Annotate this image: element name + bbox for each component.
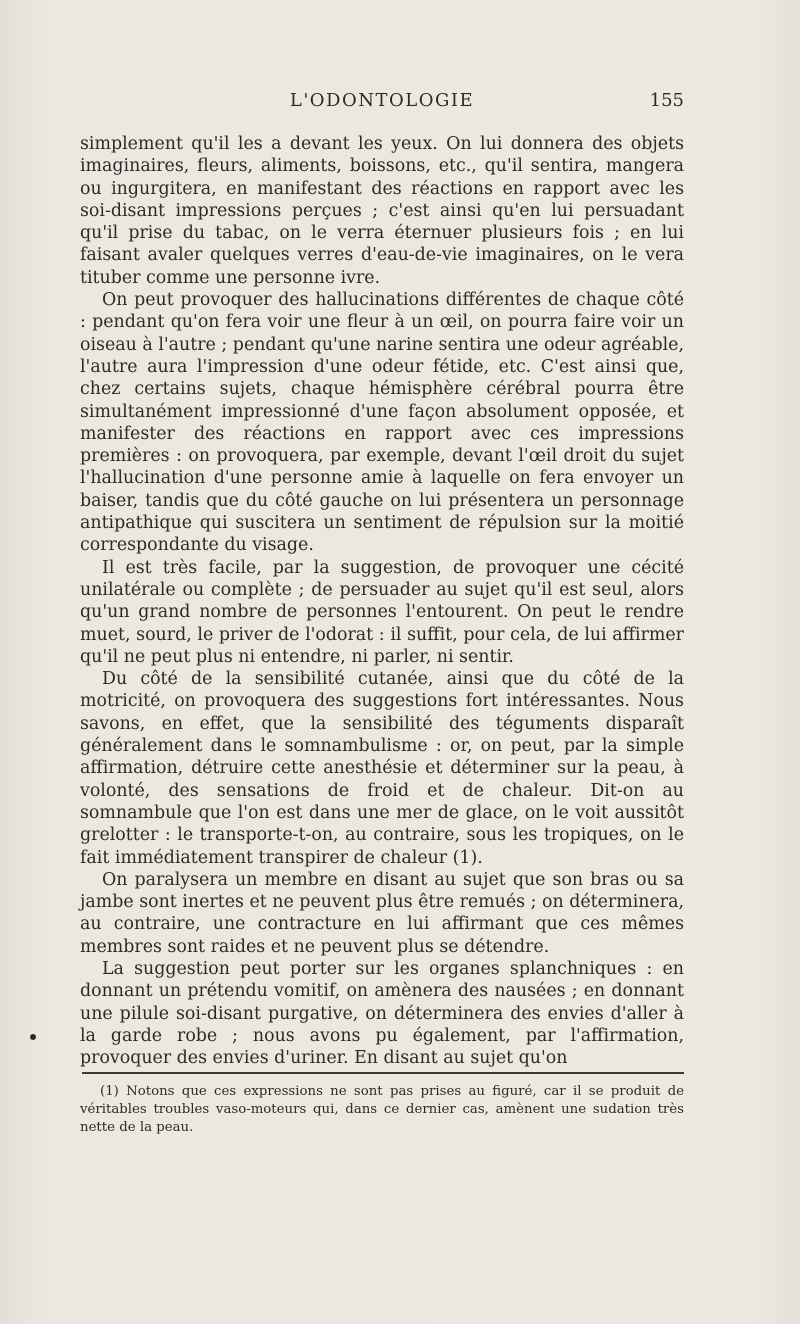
paragraph-4: Du côté de la sensibilité cutanée, ainsi que du côté de la motricité, on provoquera des suggestions fort intéressantes. Nous savons, en effet, que la sensibilité des téguments disparaît généralement dans le somnambulisme : or, on peut, par la simple affirmation, détruire cette anesthésie et déterminer sur la peau, à volonté, des sensations de froid et de chaleur. Dit-on au somnambule que l'on est dans une mer de glace, on le voit aussitôt grelotter : le transporte-t-on, au contraire, sous les tropiques, on le fait immédiatement transpirer de chaleur (1). — [80, 669, 684, 868]
paragraph-5: On paralysera un membre en disant au sujet que son bras ou sa jambe sont inertes et ne peuvent plus être remués ; on déterminera, au contraire, une contracture en lui affirmant que ces mêmes membres sont raides et ne peuvent plus se détendre. — [80, 869, 684, 957]
margin-ink-dot — [30, 1034, 36, 1040]
page-header — [80, 90, 684, 118]
paragraph-6: La suggestion peut porter sur les organes splanchniques : en donnant un prétendu vomitif, on amènera des nausées ; en donnant une pilule soi-disant purgative, on déterminera des envies d'aller à la garde robe ; nous avons pu également, par l'affirmation, provoquer des envies d'uriner. En disant au sujet qu'on — [80, 958, 684, 1069]
body-text — [80, 133, 684, 1069]
page-number: 155 — [649, 90, 684, 111]
footnote — [80, 1083, 684, 1137]
paragraph-1: simplement qu'il les a devant les yeux. On lui donnera des objets imaginaires, fleurs, aliments, boissons, etc., qu'il sentira, mangera ou ingurgitera, en manifestant des réactions en rapport avec les soi-disant impressions perçues ; c'est ainsi qu'en lui persuadant qu'il prise du tabac, on le verra éternuer plusieurs fois ; en lui faisant avaler quelques verres d'eau-de-vie imaginaires, on le vera tituber comme une personne ivre. — [80, 134, 684, 288]
paragraph-2: On peut provoquer des hallucinations différentes de chaque côté : pendant qu'on fera voir une fleur à un œil, on pourra faire voir un oiseau à l'autre ; pendant qu'une narine sentira une odeur agréable, l'autre aura l'impression d'une odeur fétide, etc. C'est ainsi que, chez certains sujets, chaque hémisphère cérébral pourra être simultanément impressionné d'une façon absolument opposée, et manifester des réactions en rapport avec ces impressions premières : on provoquera, par exemple, devant l'œil droit du sujet l'hallucination d'une personne amie à laquelle on fera envoyer un baiser, tandis que du côté gauche on lui présentera un personnage antipathique qui suscitera un sentiment de répulsion sur la moitié correspondante du visage. — [80, 290, 684, 556]
running-title: L'ODONTOLOGIE — [289, 90, 475, 111]
paragraph-3: Il est très facile, par la suggestion, de provoquer une cécité unilatérale ou complète ; de persuader au sujet qu'il est seul, alors qu'un grand nombre de personnes l'entourent. On peut le rendre muet, sourd, le priver de l'odorat : il suffit, pour cela, de lui affirmer qu'il ne peut plus ni entendre, ni parler, ni sentir. — [80, 557, 684, 667]
footnote-text: (1) Notons que ces expressions ne sont pas prises au figuré, car il se produit de véritables troubles vaso-moteurs qui, dans ce dernier cas, amènent une sudation très nette de la peau. — [80, 1084, 684, 1135]
footnote-divider — [82, 1072, 684, 1074]
